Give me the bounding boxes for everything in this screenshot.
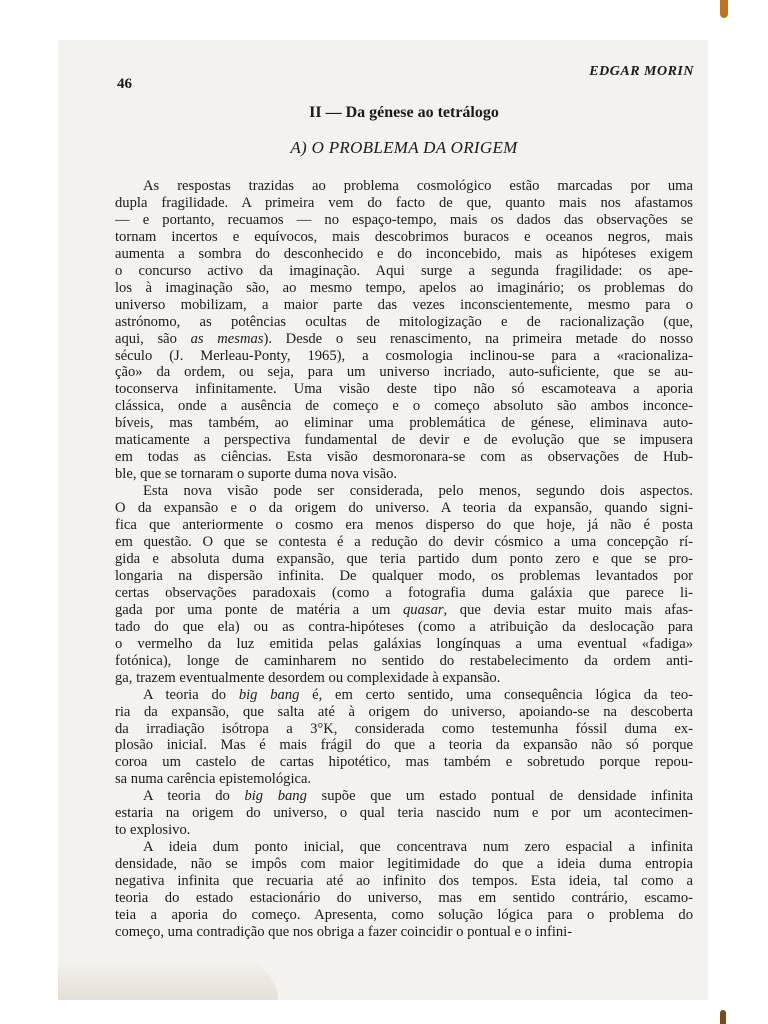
text-line: teia a aporia do começo. Apresenta, como solução lógica para o problema do bbox=[115, 906, 693, 923]
text-line: o vermelho da luz emitida pelas galáxias longínquas a uma eventual «fadiga» bbox=[115, 635, 693, 652]
text-line: clássica, onde a ausência de começo e o começo absoluto são ambos inconce- bbox=[115, 398, 693, 415]
page-edge-mark-bottom bbox=[720, 1010, 726, 1024]
text-line: negativa infinita que recuaria até ao infinito dos tempos. Esta ideia, tal como a bbox=[115, 873, 693, 890]
text-line: estaria na origem do universo, o qual teria nascido num e por um acontecimen- bbox=[115, 805, 693, 822]
text-line: As respostas trazidas ao problema cosmológico estão marcadas por uma bbox=[143, 178, 693, 194]
text-line: gida e absoluta duma expansão, que teria partido dum ponto zero e que se pro- bbox=[115, 550, 693, 567]
text-line: bíveis, mas também, ao eliminar uma problemática de génese, eliminava auto- bbox=[115, 415, 693, 432]
text-line: Esta nova visão pode ser considerada, pelo menos, segundo dois aspectos. bbox=[143, 483, 693, 500]
text-line: maticamente a perspectiva fundamental de devir e de evolução que se impusera bbox=[115, 432, 693, 449]
text-line: A teoria do big bang é, em certo sentido, uma consequência lógica da teo- bbox=[143, 686, 693, 703]
text-line: fica que anteriormente o cosmo era menos disperso do que hoje, já não é posta bbox=[115, 517, 693, 534]
text-line: certas observações paradoxais (como a fotografia duma galáxia que parece li- bbox=[115, 584, 693, 601]
paragraph bbox=[115, 788, 693, 839]
page-corner-shadow bbox=[58, 960, 278, 1000]
text-line: o concurso activo da imaginação. Aqui surge a segunda fragilidade: os ape- bbox=[115, 262, 693, 279]
text-line: ble, que se tornaram o suporte duma nova visão. bbox=[115, 466, 398, 483]
text-line: astrónomo, as potências ocultas de mitologização e de racionalização (que, bbox=[115, 313, 693, 330]
text-line: da irradiação isótropa a 3°K, considerada como testemunha fóssil duma ex- bbox=[115, 720, 693, 737]
text-line: em questão. O que se contesta é a redução do devir cósmico a uma concepção rí- bbox=[115, 534, 693, 551]
text-line: teoria do estado estacionário do universo, mas em sentido contrário, escamo- bbox=[115, 890, 693, 907]
text-line: longaria na dispersão infinita. De qualquer modo, os problemas levantados por bbox=[115, 567, 693, 584]
text-line: dupla fragilidade. A primeira vem do facto de que, quanto mais nos afastamos bbox=[115, 194, 693, 211]
text-line: A teoria do big bang supõe que um estado pontual de densidade infinita bbox=[143, 788, 694, 805]
text-line: aumenta a sombra do desconhecido e do inconcebido, mais as hipóteses exigem bbox=[115, 245, 693, 262]
text-line: começo, uma contradição que nos obriga a fazer coincidir o pontual e o infini- bbox=[115, 923, 573, 940]
text-line: plosão inicial. Mas é mais frágil do que a teoria da expansão não só porque bbox=[115, 737, 693, 754]
text-line: em todas as ciências. Esta visão desmoronara-se com as observações de Hub- bbox=[115, 449, 693, 466]
section-title: A) O PROBLEMA DA ORIGEM bbox=[290, 138, 518, 157]
text-line: universo mobilizam, a maior parte das vezes inconscientemente, mesmo para o bbox=[115, 296, 693, 313]
paragraph bbox=[115, 839, 693, 941]
text-line: tornam incertos e equívocos, mais descobrimos buracos e oceanos negros, mais bbox=[115, 228, 693, 245]
text-line: — e portanto, recuamos — no espaço-tempo, mais os dados das observações se bbox=[115, 211, 693, 228]
text-line: século (J. Merleau-Ponty, 1965), a cosmologia inclinou-se para a «racionaliza- bbox=[115, 347, 693, 364]
text-line: tado do que ela) ou as contra-hipóteses (como a atribuição da deslocação para bbox=[115, 618, 693, 635]
text-line: ga, trazem eventualmente desordem ou complexidade à expansão. bbox=[115, 669, 501, 686]
text-line: densidade, não se impôs com maior legitimidade do que a ideia duma entropia bbox=[115, 856, 693, 873]
text-line: aqui, são as mesmas). Desde o seu renascimento, na primeira metade do nosso bbox=[115, 330, 693, 347]
text-line: los à imaginação são, ao mesmo tempo, apelos ao imaginário; os problemas do bbox=[115, 279, 693, 296]
text-line: A ideia dum ponto inicial, que concentrava num zero espacial a infinita bbox=[143, 839, 693, 856]
paragraph bbox=[115, 687, 693, 789]
text-line: fotónica), longe de caminharem no sentido do restabelecimento da ordem anti- bbox=[115, 652, 693, 669]
text-line: O da expansão e o da origem do universo. A teoria da expansão, quando signi- bbox=[115, 500, 693, 517]
body-text bbox=[115, 178, 693, 941]
text-line: toconserva infinitamente. Uma visão deste tipo não só escamoteava a aporia bbox=[115, 381, 693, 398]
paragraph bbox=[115, 483, 693, 686]
text-line: sa numa carência epistemológica. bbox=[115, 771, 312, 788]
text-line: ção» da ordem, ou seja, para um universo incriado, auto-suficiente, que se au- bbox=[115, 364, 693, 381]
text-line: ria da expansão, que salta até à origem do universo, apoiando-se na descoberta bbox=[115, 703, 693, 720]
chapter-title: II — Da génese ao tetrálogo bbox=[309, 104, 499, 121]
text-line: gada por uma ponte de matéria a um quasar, que devia estar muito mais afas- bbox=[115, 601, 693, 618]
page-edge-mark bbox=[720, 0, 728, 18]
text-line: coroa um castelo de cartas hipotético, mas também e sobretudo porque repou- bbox=[115, 754, 693, 771]
paragraph bbox=[115, 178, 693, 483]
page-number: 46 bbox=[117, 76, 132, 92]
text-line: to explosivo. bbox=[115, 822, 191, 839]
running-head: EDGAR MORIN bbox=[589, 64, 694, 79]
